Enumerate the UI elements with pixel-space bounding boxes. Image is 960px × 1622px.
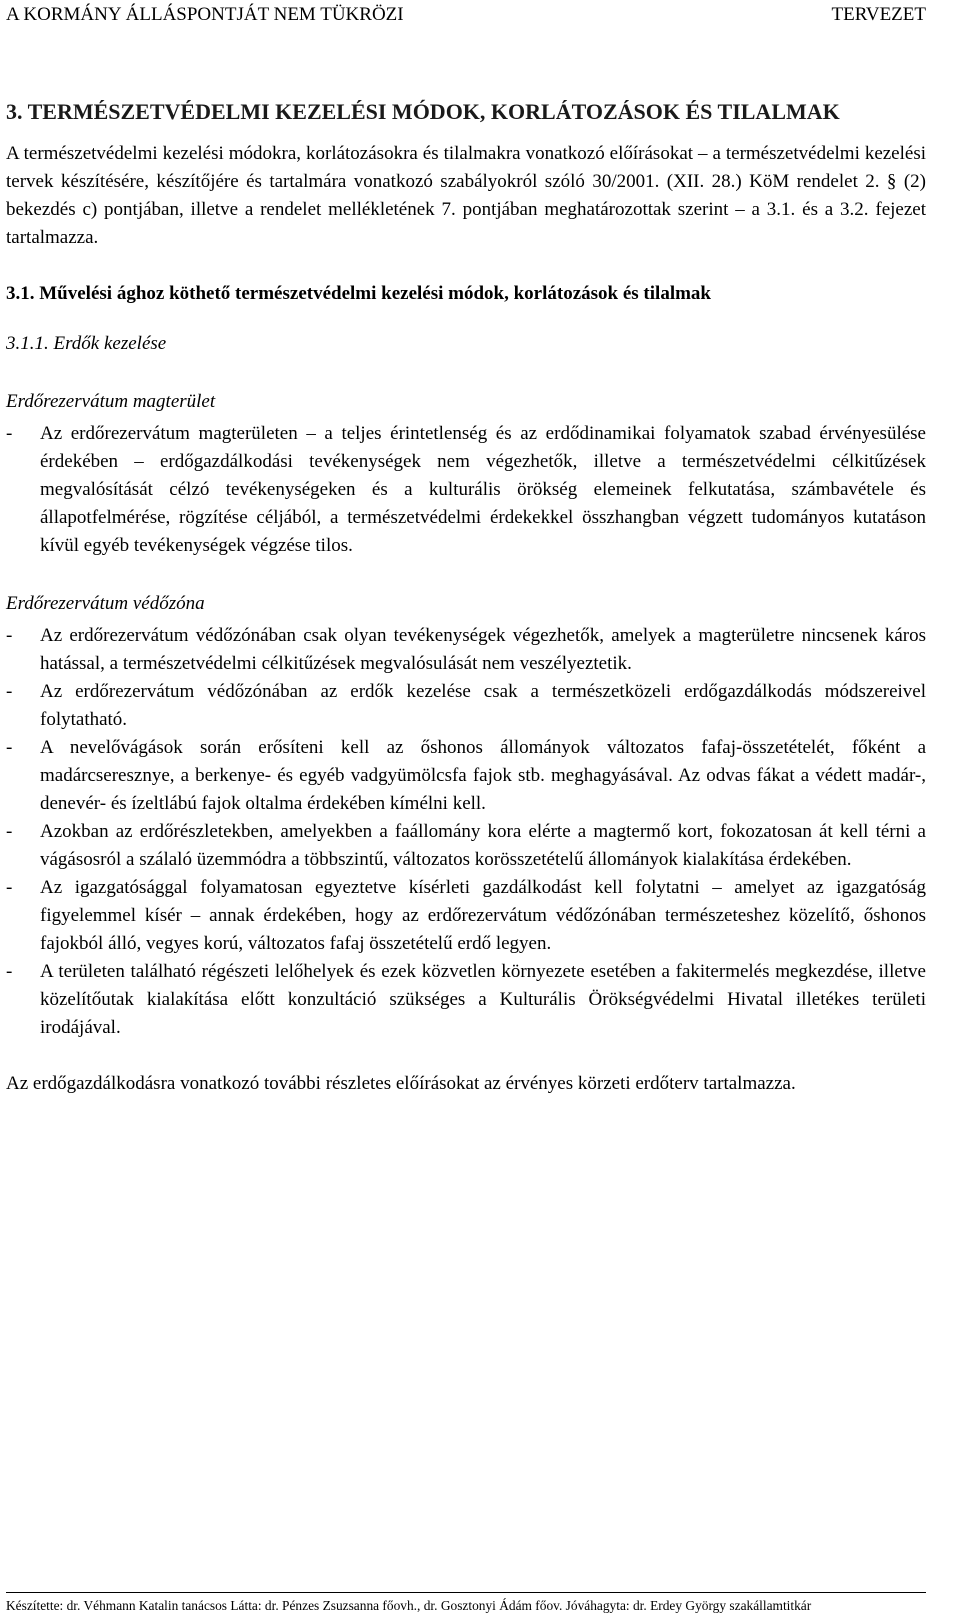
intro-paragraph: A természetvédelmi kezelési módokra, korlátozásokra és tilalmakra vonatkozó előírásokat – a természetvédelmi kezelési tervek készítésére, készítőjére és tartalmára vonatkozó szabályokról szóló 30/2001. (XII. 28.) KöM rendelet 2. § (2) bekezdés c) pontjában, illetve a rendelet mellékletének 7. pontjában meghatározottak szerint – a 3.1. és a 3.2. fejezet tartalmazza.: [6, 143, 926, 248]
dash-marker: -: [6, 737, 13, 758]
list-item-text: Az erdőrezervátum védőzónában csak olyan tevékenységek végezhetők, amelyek a magterületre nincsenek káros hatással, a természetvédelmi célkitűzések megvalósulását nem veszélyeztetik.: [40, 625, 926, 674]
list-item: [6, 734, 926, 818]
list-item-text: Az igazgatósággal folyamatosan egyeztetve kísérleti gazdálkodást kell folytatni – amelyet az igazgatóság figyelemmel kísér – annak érdekében, hogy az erdőrezervátum védőzónában természeteshez közelítő, őshonos fajokból álló, vegyes korú, változatos fafaj összetételű erdő legyen.: [40, 877, 926, 954]
header-disclaimer: A KORMÁNY ÁLLÁSPONTJÁT NEM TÜKRÖZI: [6, 4, 404, 25]
list-item: [6, 622, 926, 678]
dash-marker: -: [6, 961, 13, 982]
dash-marker: -: [6, 625, 13, 646]
footer-divider: [6, 1592, 926, 1593]
list-item-text: Az erdőrezervátum védőzónában az erdők kezelése csak a természetközeli erdőgazdálkodás módszereivel folytatható.: [40, 681, 926, 730]
dash-marker: -: [6, 821, 13, 842]
core-zone-heading: Erdőrezervátum magterület: [6, 391, 216, 412]
buffer-zone-list: [6, 622, 926, 1042]
list-item-text: A területen található régészeti lelőhelyek és ezek közvetlen környezete esetében a fakitermelés megkezdése, illetve közelítőutak kialakítása előtt konzultáció szükséges a Kulturális Örökségvédelmi Hivatal illetékes területi irodájával.: [40, 961, 926, 1038]
dash-marker: -: [6, 877, 13, 898]
list-item: [6, 874, 926, 958]
list-item-text: A nevelővágások során erősíteni kell az őshonos állományok változatos fafaj-összetételét, főként a madárcseresznye, a berkenye- és egyéb vadgyümölcsfa fajok stb. meghagyásával. Az odvas fákat a védett madár-, denevér- és ízeltlábú fajok oltalma érdekében kímélni kell.: [40, 737, 926, 814]
core-zone-list: [6, 420, 926, 560]
document-body: [6, 98, 926, 1098]
section-title: 3. TERMÉSZETVÉDELMI KEZELÉSI MÓDOK, KORLÁTOZÁSOK ÉS TILALMAK: [6, 99, 840, 124]
list-item: [6, 678, 926, 734]
list-item: [6, 958, 926, 1042]
list-item-text: Azokban az erdőrészletekben, amelyekben a faállomány kora elérte a magtermő kort, fokozatosan át kell térni a vágásosról a szálaló üzemmódra a többszintű, változatos korösszetételű állományok kialakítása érdekében.: [40, 821, 926, 870]
footer-credits: Készítette: dr. Véhmann Katalin tanácsos Látta: dr. Pénzes Zsuzsanna főovh., dr. Gosztonyi Ádám főov. Jóváhagyta: dr. Erdey György szakállamtitkár: [6, 1598, 812, 1613]
closing-paragraph: Az erdőgazdálkodásra vonatkozó további részletes előírásokat az érvényes körzeti erdőterv tartalmazza.: [6, 1073, 796, 1094]
dash-marker: -: [6, 423, 13, 444]
list-item: [6, 818, 926, 874]
list-item-text: Az erdőrezervátum magterületen – a teljes érintetlenség és az erdődinamikai folyamatok szabad érvényesülése érdekében – erdőgazdálkodási tevékenységek nem végezhetők, illetve a természetvédelmi célkitűzések megvalósítását célzó tevékenységeken és a kulturális örökség elemeinek felkutatása, számbavétele és állapotfelmérése, rögzítése céljából, a természetvédelmi érdekekkel összhangban végzett tudományos kutatáson kívül egyéb tevékenységek végzése tilos.: [40, 423, 926, 556]
buffer-zone-heading: Erdőrezervátum védőzóna: [6, 593, 205, 614]
header-draft-label: TERVEZET: [831, 4, 926, 25]
list-item: [6, 420, 926, 560]
dash-marker: -: [6, 681, 13, 702]
subsection-title: 3.1. Művelési ághoz köthető természetvédelmi kezelési módok, korlátozások és tilalmak: [6, 283, 711, 304]
subsubsection-title: 3.1.1. Erdők kezelése: [6, 333, 167, 354]
